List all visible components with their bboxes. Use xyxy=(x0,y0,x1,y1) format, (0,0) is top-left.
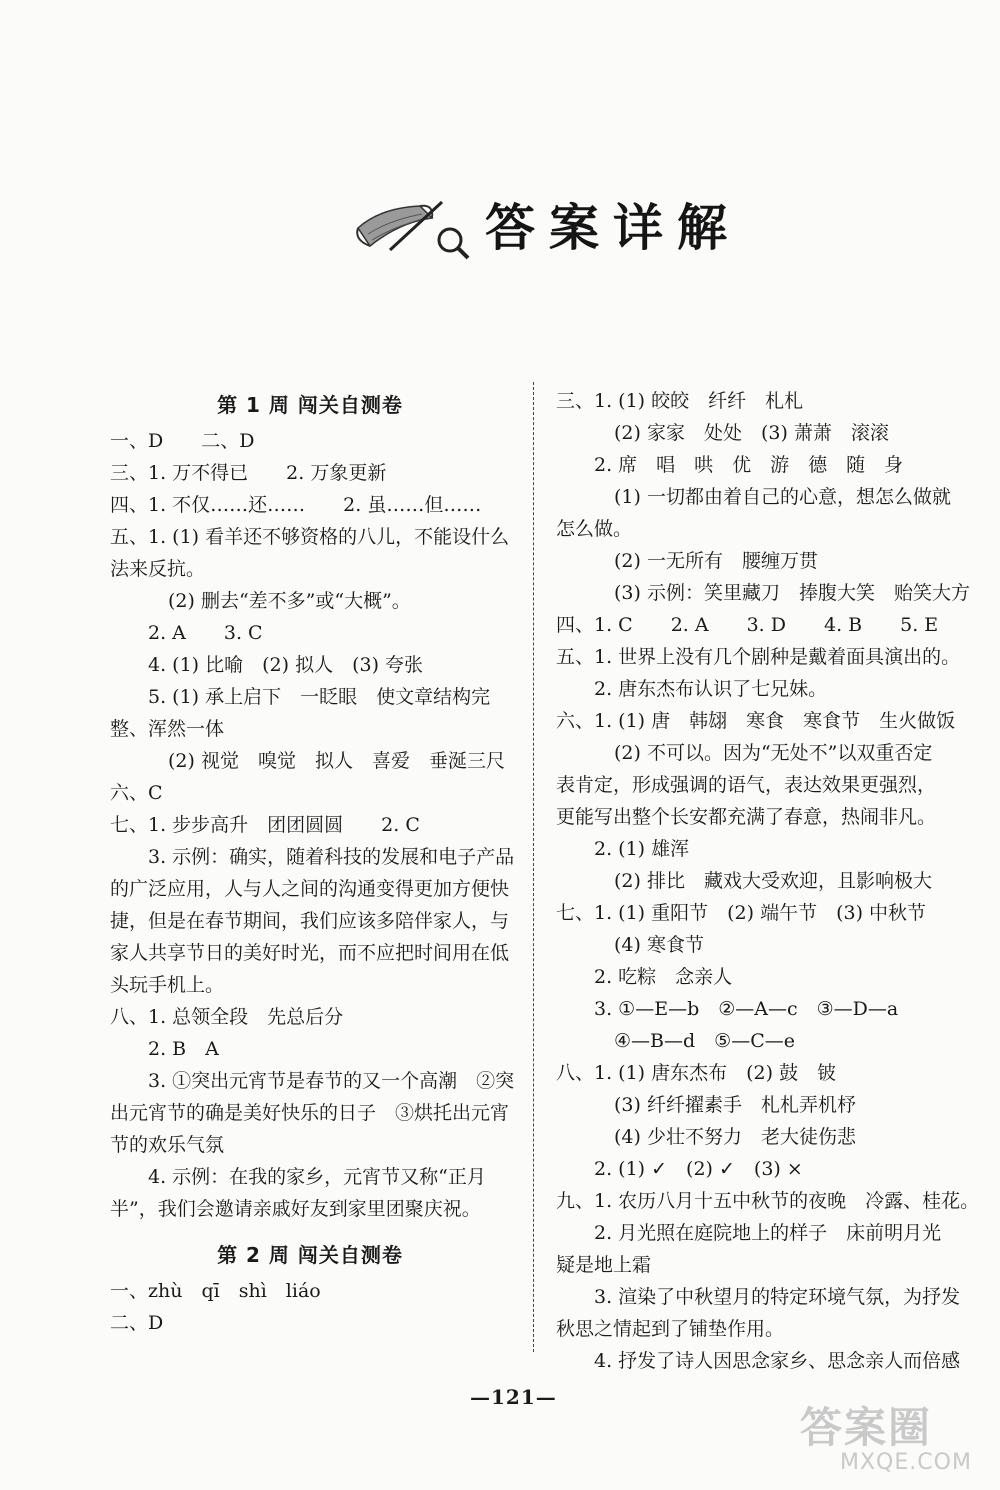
answer-line: 秋思之情起到了铺垫作用。 xyxy=(556,1318,785,1340)
answer-line: 2. (1) ✓ (2) ✓ (3) × xyxy=(594,1158,803,1180)
answer-line: 一、D 二、D xyxy=(110,430,255,452)
watermark-logo xyxy=(800,1395,990,1485)
answer-line: 4. 示例：在我的家乡，元宵节又称“正月 xyxy=(148,1166,486,1188)
section-title-week1: 第 1 周 闯关自测卷 xyxy=(217,393,403,417)
answer-line: 八、1. 总领全段 先总后分 xyxy=(110,1006,344,1028)
answer-line: 2. 月光照在庭院地上的样子 床前明月光 xyxy=(594,1222,942,1244)
answer-line: 2. A 3. C xyxy=(148,622,263,644)
answer-line: 六、C xyxy=(110,782,163,804)
answer-line: 整、浑然一体 xyxy=(110,718,225,740)
answer-line: (2) 家家 处处 (3) 萧萧 滚滚 xyxy=(614,422,889,444)
answer-line: 四、1. 不仅……还…… 2. 虽……但…… xyxy=(110,494,482,516)
page-number: —121— xyxy=(470,1385,557,1409)
answer-line: 3. 渲染了中秋望月的特定环境气氛，为抒发 xyxy=(594,1286,961,1308)
answer-line: (2) 不可以。因为“无处不”以双重否定 xyxy=(614,742,933,764)
answer-line: 3. ①突出元宵节是春节的又一个高潮 ②突 xyxy=(148,1070,515,1092)
watermark-text: 答案圈 xyxy=(800,1403,933,1452)
scroll-magnifier-icon xyxy=(350,188,475,263)
answer-line: 2. 席 唱 哄 优 游 德 随 身 xyxy=(594,454,904,476)
answer-line: (2) 视觉 嗅觉 拟人 喜爱 垂涎三尺 xyxy=(168,750,505,772)
answer-line: 半”，我们会邀请亲戚好友到家里团聚庆祝。 xyxy=(110,1198,481,1220)
answer-line: (2) 删去“差不多”或“大概”。 xyxy=(168,590,411,612)
answer-line: 七、1. (1) 重阳节 (2) 端午节 (3) 中秋节 xyxy=(556,902,927,924)
answer-line: 四、1. C 2. A 3. D 4. B 5. E xyxy=(556,614,939,636)
answer-line: 5. (1) 承上启下 一眨眼 使文章结构完 xyxy=(148,686,491,708)
answer-line: (4) 少壮不努力 老大徒伤悲 xyxy=(614,1126,856,1148)
answer-line: (2) 排比 藏戏大受欢迎，且影响极大 xyxy=(614,870,932,892)
answer-line: 五、1. (1) 看羊还不够资格的八儿，不能设什么 xyxy=(110,526,510,548)
answer-line: 3. ①—E—b ②—A—c ③—D—a xyxy=(594,998,899,1020)
answer-line: 捷，但是在春节期间，我们应该多陪伴家人，与 xyxy=(110,910,510,932)
answer-line: 五、1. 世界上没有几个剧种是戴着面具演出的。 xyxy=(556,646,961,668)
answer-line: 家人共享节日的美好时光，而不应把时间用在低 xyxy=(110,942,510,964)
answer-line: (4) 寒食节 xyxy=(614,934,704,956)
answer-line: 2. (1) 雄浑 xyxy=(594,838,690,860)
left-column xyxy=(110,385,515,1339)
answer-line: 2. 吃粽 念亲人 xyxy=(594,966,733,988)
right-column xyxy=(556,385,980,1377)
answer-line: 疑是地上霜 xyxy=(556,1254,652,1276)
column-divider xyxy=(533,382,534,1352)
answer-line: (2) 一无所有 腰缠万贯 xyxy=(614,550,818,572)
answer-line: 七、1. 步步高升 团团圆圆 2. C xyxy=(110,814,420,836)
answer-line: 一、zhù qī shì liáo xyxy=(110,1280,321,1302)
answer-line: 三、1. (1) 皎皎 纤纤 札札 xyxy=(556,390,804,412)
answer-line: 的广泛应用，人与人之间的沟通变得更加方便快 xyxy=(110,878,510,900)
page-title: 答案详解 xyxy=(485,198,741,257)
answer-line: 九、1. 农历八月十五中秋节的夜晚 冷露、桂花。 xyxy=(556,1190,980,1212)
answer-line: 法来反抗。 xyxy=(110,558,206,580)
answer-line: 4. 抒发了诗人因思念家乡、思念亲人而倍感 xyxy=(594,1350,961,1372)
page-header xyxy=(350,180,770,270)
answer-line: 4. (1) 比喻 (2) 拟人 (3) 夸张 xyxy=(148,654,424,676)
answer-line: 六、1. (1) 唐 韩翃 寒食 寒食节 生火做饭 xyxy=(556,710,956,732)
answer-line: 表肯定，形成强调的语气，表达效果更强烈， xyxy=(556,774,937,796)
answer-line: 二、D xyxy=(110,1312,164,1334)
section-title-week2: 第 2 周 闯关自测卷 xyxy=(217,1243,403,1267)
answer-line: 2. B A xyxy=(148,1038,219,1060)
answer-line: 3. 示例：确实，随着科技的发展和电子产品 xyxy=(148,846,515,868)
answer-line: 头玩手机上。 xyxy=(110,974,225,996)
answer-line: 节的欢乐气氛 xyxy=(110,1134,225,1156)
answer-line: (1) 一切都由着自己的心意，想怎么做就 xyxy=(614,486,951,508)
answer-line: (3) 纤纤擢素手 札札弄机杼 xyxy=(614,1094,856,1116)
answer-line: 八、1. (1) 唐东杰布 (2) 鼓 铍 xyxy=(556,1062,837,1084)
answer-line: 出元宵节的确是美好快乐的日子 ③烘托出元宵 xyxy=(110,1102,510,1124)
answer-line: 三、1. 万不得已 2. 万象更新 xyxy=(110,462,387,484)
answer-line: 更能写出整个长安都充满了春意，热闹非凡。 xyxy=(556,806,937,828)
answer-line: (3) 示例：笑里藏刀 捧腹大笑 贻笑大方 xyxy=(614,582,970,604)
watermark-url: MXQE.COM xyxy=(840,1450,972,1475)
answer-line: 怎么做。 xyxy=(556,518,633,540)
answer-line: 2. 唐东杰布认识了七兄妹。 xyxy=(594,678,828,700)
answer-line: ④—B—d ⑤—C—e xyxy=(614,1030,795,1052)
